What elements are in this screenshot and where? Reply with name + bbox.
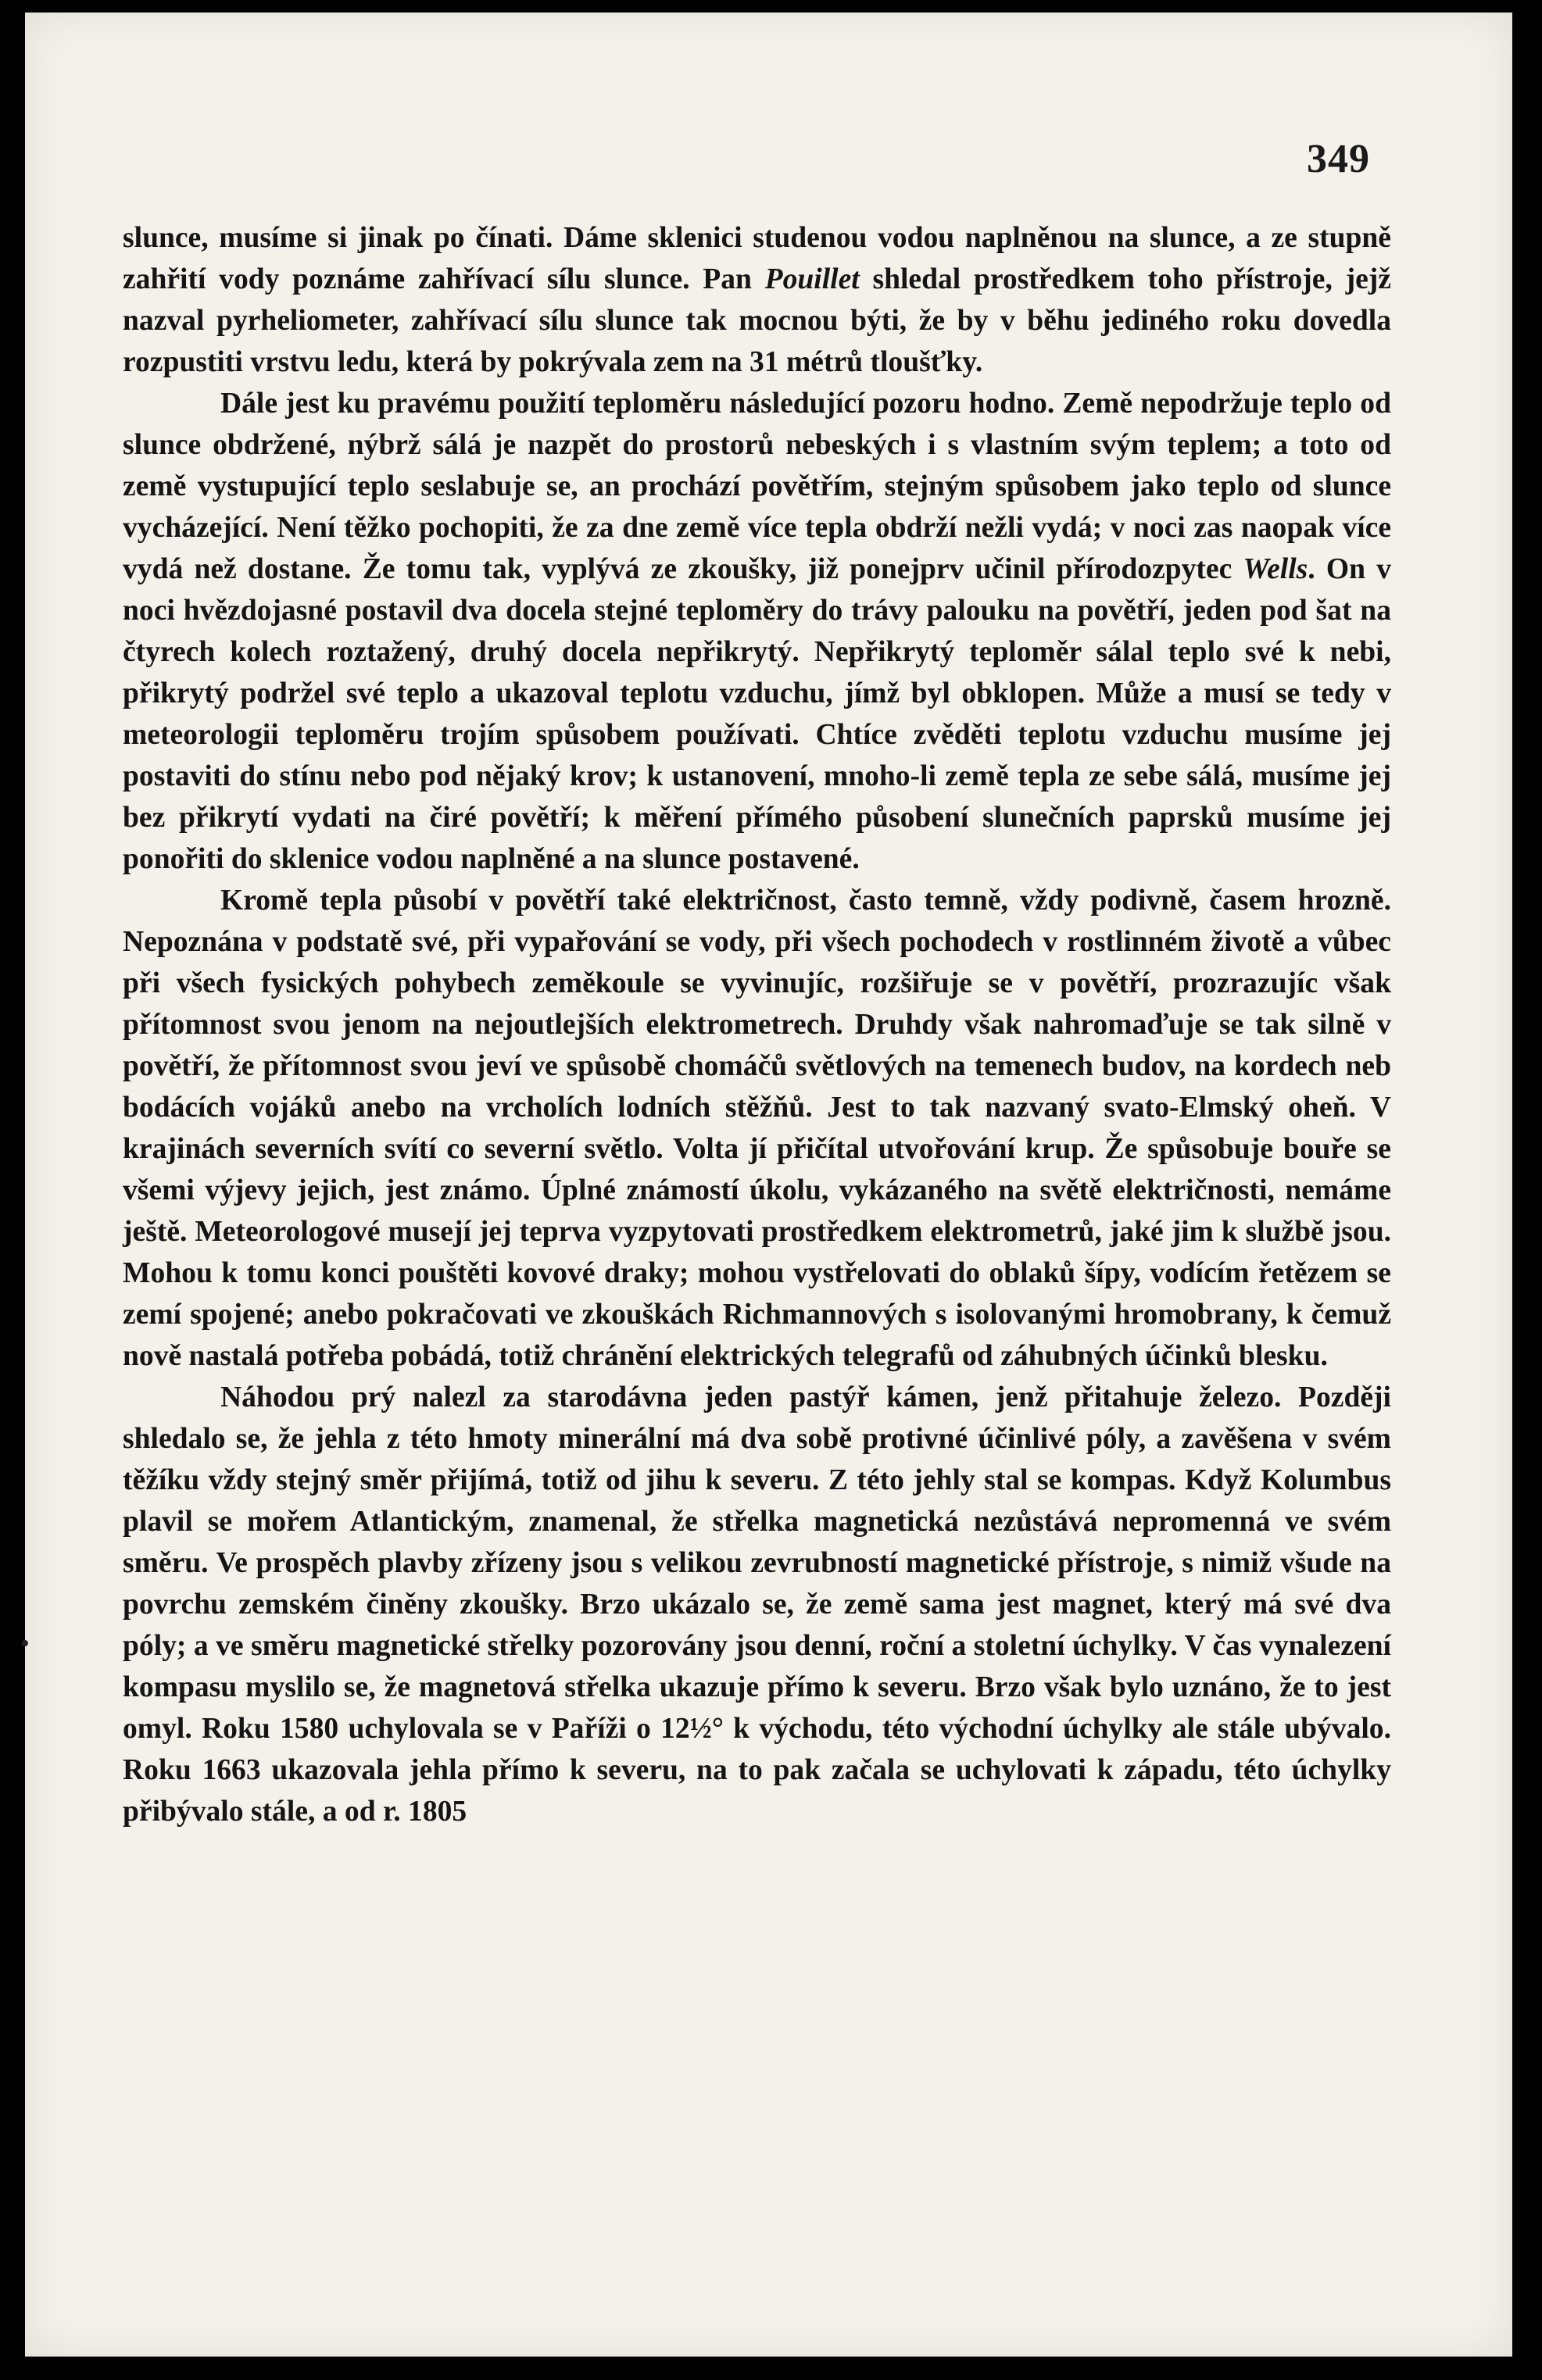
- page-number: 349: [1307, 137, 1370, 181]
- margin-dot-mark: [22, 1640, 28, 1646]
- body-text: [123, 217, 1391, 1832]
- paragraph-p2: [123, 880, 1391, 1377]
- text-run: slunce, musíme si jinak po čínati. Dáme sklenici studenou vodou naplněnou na slunce, a ze stupně zahřití vody poznáme zahřívací sílu slunce. Pan: [123, 222, 1391, 295]
- text-run: . On v noci hvězdojasné postavil dva docela stejné teploměry do trávy palouku na povětří, jeden pod šat na čtyrech kolech roztažený, druhý docela nepřikrytý. Nepřikrytý teploměr sálal teplo své k nebi, přikrytý podržel své teplo a ukazoval teplotu vzduchu, jímž byl obklopen. Může a musí se tedy v meteorologii teploměru trojím spůsobem používati. Chtíce zvěděti teplotu vzduchu musíme jej postaviti do stínu nebo pod nějaký krov; k ustanovení, mnoho-li země tepla ze sebe sálá, musíme jej bez přikrytí vydati na čiré povětří; k měření přímého působení slunečních paprsků musíme jej ponořiti do sklenice vodou naplněné a na slunce postavené.: [123, 553, 1391, 875]
- text-run: Dále jest ku pravému použití teploměru následující pozoru hodno. Země nepodržuje teplo od slunce obdržené, nýbrž sálá je nazpět do prostorů nebeských i s vlastním svým teplem; a toto od země vystupující teplo seslabuje se, an prochází povětřím, stejným spůsobem jako teplo od slunce vycházející. Není těžko pochopiti, že za dne země více tepla obdrží nežli vydá; v noci zas naopak více vydá než dostane. Že tomu tak, vyplývá ze zkoušky, již ponejprv učinil přírodozpytec: [123, 388, 1391, 585]
- book-page: [25, 13, 1512, 2357]
- italic-name: Wells: [1243, 553, 1308, 585]
- text-run: shledal prostředkem toho přístroje, jejž nazval pyrheliometer, zahřívací sílu slunce tak mocnou býti, že by v běhu jediného roku dovedla rozpustiti vrstvu ledu, která by pokrývala zem na 31 métrů tloušťky.: [123, 263, 1391, 378]
- italic-name: Pouillet: [764, 263, 860, 295]
- text-run: Kromě tepla působí v povětří také električnost, často temně, vždy podivně, časem hrozně. Nepoznána v podstatě své, při vypařování se vody, při všech pochodech v rostlinném životě a vůbec při všech fysických pohybech zeměkoule se vyvinujíc, rozšiřuje se v povětří, prozrazujíc však přítomnost svou jenom na nejoutlejších elektrometrech. Druhdy však nahromaďuje se tak silně v povětří, že přítomnost svou jeví ve spůsobě chomáčů světlových na temenech budov, na kordech neb bodácích vojáků anebo na vrcholích lodních stěžňů. Jest to tak nazvaný svato-Elmský oheň. V krajinách severních svítí co severní světlo. Volta jí přičítal utvořování krup. Že spůsobuje bouře se všemi výjevy jejich, jest známo. Úplné známostí úkolu, vykázaného na světě električnosti, nemáme ještě. Meteorologové musejí jej teprva vyzpytovati prostředkem elektrometrů, jaké jim k službě jsou. Mohou k tomu konci pouštěti kovové draky; mohou vystřelovati do oblaků šípy, vodícím řetězem se zemí spojené; anebo pokračovati ve zkouškách Richmannových s isolovanými hromobrany, k čemuž nově nastalá potřeba pobádá, totiž chránění elektrických telegrafů od záhubných účinků blesku.: [123, 884, 1391, 1372]
- text-run: Náhodou prý nalezl za starodávna jeden pastýř kámen, jenž přitahuje železo. Později shledalo se, že jehla z této hmoty minerální má dva sobě protivné účinlivé póly, a zavěšena v svém těžíku vždy stejný směr přijímá, totiž od jihu k severu. Z této jehly stal se kompas. Když Kolumbus plavil se mořem Atlantickým, znamenal, že střelka magnetická nezůstává nepromenná ve svém směru. Ve prospěch plavby zřízeny jsou s velikou zevrubností magnetické přístroje, s nimiž všude na povrchu zemském činěny zkoušky. Brzo ukázalo se, že země sama jest magnet, který má své dva póly; a ve směru magnetické střelky pozorovány jsou denní, roční a stoletní úchylky. V čas vynalezení kompasu myslilo se, že magnetová střelka ukazuje přímo k severu. Brzo však bylo uznáno, že to jest omyl. Roku 1580 uchylovala se v Paříži o 12½° k východu, této východní úchylky ale stále ubývalo. Roku 1663 ukazovala jehla přímo k severu, na to pak začala se uchylovati k západu, této úchylky přibývalo stále, a od r. 1805: [123, 1381, 1391, 1828]
- paragraph-p0: [123, 217, 1391, 383]
- paragraph-p3: [123, 1377, 1391, 1832]
- paragraph-p1: [123, 383, 1391, 880]
